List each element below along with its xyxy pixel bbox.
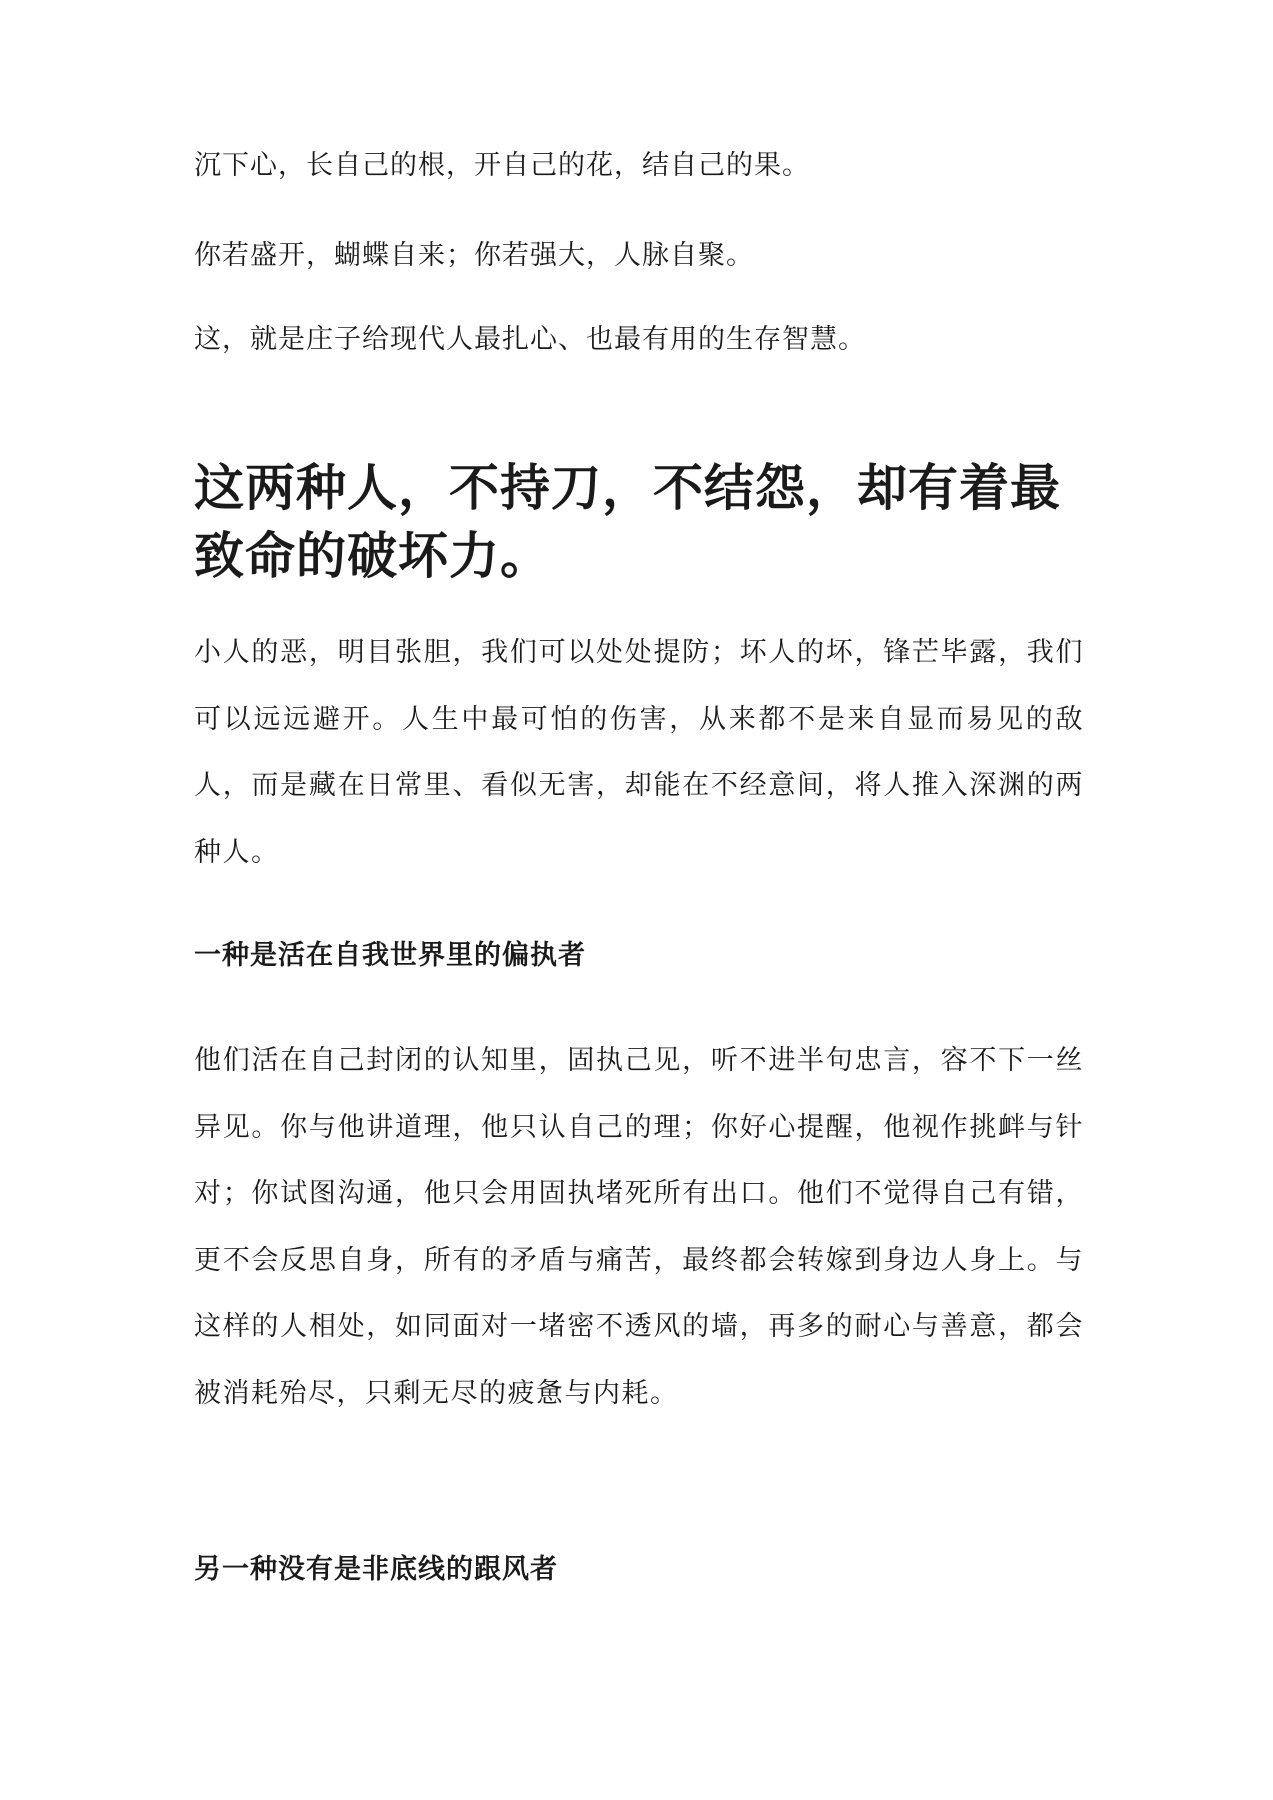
intro-line-2: 你若盛开，蝴蝶自来；你若强大，人脉自聚。 bbox=[194, 240, 754, 271]
paragraph-intro: 小人的恶，明目张胆，我们可以处处提防；坏人的坏，锋芒毕露，我们可以远远避开。人生中最可怕的伤害，从来都不是来自显而易见的敌人，而是藏在日常里、看似无害，却能在不经意间，将人推入深渊的两种人。 bbox=[194, 637, 1084, 868]
intro-line-3: 这，就是庄子给现代人最扎心、也最有用的生存智慧。 bbox=[194, 324, 866, 355]
section-1-body: 他们活在自己封闭的认知里，固执己见，听不进半句忠言，容不下一丝异见。你与他讲道理，他只认自己的理；你好心提醒，他视作挑衅与针对；你试图沟通，他只会用固执堵死所有出口。他们不觉得自己有错，更不会反思自身，所有的矛盾与痛苦，最终都会转嫁到身边人身上。与这样的人相处，如同面对一堵密不透风的墙，再多的耐心与善意，都会被消耗殆尽，只剩无尽的疲惫与内耗。 bbox=[194, 1045, 1084, 1409]
section-2-title: 另一种没有是非底线的跟风者 bbox=[194, 1554, 558, 1585]
section-1-title: 一种是活在自我世界里的偏执者 bbox=[194, 940, 586, 971]
article-headline: 这两种人，不持刀，不结怨，却有着最致命的破坏力。 bbox=[194, 459, 1061, 585]
intro-line-1: 沉下心，长自己的根，开自己的花，结自己的果。 bbox=[194, 150, 810, 181]
